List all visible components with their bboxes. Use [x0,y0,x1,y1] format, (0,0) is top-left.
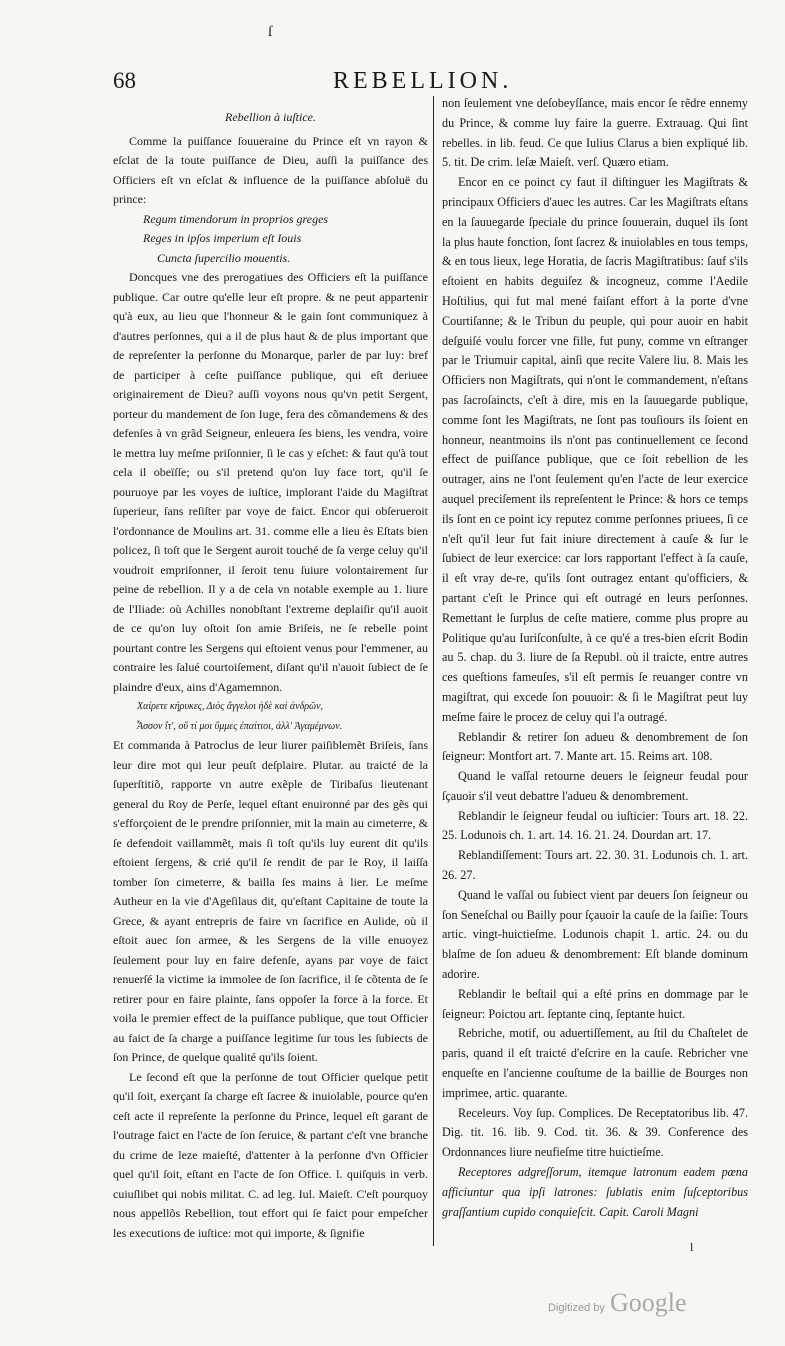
paragraph: Reblandir le beſtail qui a eſté prins en dommage par le ſeigneur: Poictou art. ſeptante cinq, ſeptante huict. [442,986,748,1021]
page-number: 68 [113,68,136,93]
left-column [113,96,428,1243]
paragraph: Doncques vne des prerogatiues des Officiers eſt la puiſſance publique. Car outre qu'elle leur eſt propre. & ne peut appartenir qu'à eux, au lieu que l'honneur & le gain ſont communiquez à d'autres perſonnes, qui a il de plus haut & de plus important que de repreſenter la perſonne du Monarque, parler de par luy: bref de participer à ceſte puiſſance publique, qui eſt deriuee originairement de Dieu? auſſi voyons nous qu'vn petit Sergent, porteur du mandement de ſon Iuge, fera des cõmandemens & des defenſes à vn grãd Seigneur, enleuera ſes biens, les vendra, voire le mettra luy meſme priſonnier, ſi le cas y eſchet: & faut qu'à tout cela il obeïſſe; ou s'il pretend qu'on luy face tort, qu'il ſe pouruoye par les voyes de iuſtice, implorant l'aide du Magiſtrat ſuperieur, ſans reſiſter par voye de faict. Encor qui obſerueroit l'ordonnance de Moulins art. 31. comme elle a lieu ès Eſtats bien policez, ſi toſt que le Sergent auroit touché de ſa verge celuy qu'il voudroit empriſonner, il ſeroit tenu ſuiure volontairement ſur peine de rebellion. Il y a de cela vn notable exemple au 1. liure de l'Iliade: où Achilles nonobſtant l'extreme deplaiſir qu'il auoit de ce qu'on luy oſtoit ſon amie Briſeis, ne ſe rebelle point pourtant contre les Sergens qui eſtoient venus pour l'emmener, au contraire les ſalué courtoiſement, diſant qu'il n'auoit ſubiect de ſe plaindre d'eux, ains d'Agamemnon. [113,270,428,694]
running-head: REBELLION. [333,68,513,94]
paragraph: Et commanda à Patroclus de leur liurer paiſiblemẽt Briſeis, ſans leur dire mot qui leur peuſt deſplaire. Plutar. au traicté de la ſuperſtitiõ, rapporte vn autre exẽple de Tiribaſus lieutenant general du Roy de Perſe, lequel eſtant enuironné par des gẽs qui s'efforçoient de le prendre priſonnier, mit la main au cimeterre, & ſe defendoit vaillammẽt, mais ſi toſt qu'ils luy eurent dit qu'ils eſtoient ſergens, & crié qu'il ſe rendit de par le Roy, il laiſſa tomber ſon cimeterre, & bailla ſes mains à lier. Le meſme Autheur en la vie d'Ageſilaus dit, qu'eſtant Capitaine de toute la Grece, & ayant entrepris de faire vn ſacrifice en Aulide, où il eſtoit auec ſon armee, & les Sergens de la ville enuoyez ſeulement pour luy en faire defenſe, ayans par voye de faict renuerſé la victime ia immolee de ſon ſacrifice, il ſe cõtenta de ſe retirer pour en faire plainte, ſans oppoſer la force à la force. Et voila le premier effect de la puiſſance publique, que tout Officier au faict de ſa charge a puiſſance legitime ſur tous les ſubiects de ſon Prince, de quelque qualité qu'ils ſoient. [113,738,428,1064]
google-watermark [548,1288,738,1328]
footer-mark: l [690,1240,694,1254]
stray-mark: ſ [268,24,273,40]
digitized-label: Digitized by [548,1302,605,1314]
paragraph: Reblandir & retirer ſon adueu & denombrement de ſon ſeigneur: Montfort art. 7. Mante art. 15. Reims art. 108. [442,729,748,764]
paragraph: Receptores adgreſſorum, itemque latronum eadem pœna afficiuntur qua ipſi latrones: ſublatis enim ſuſceptoribus graſſantium cupido conquieſcit. Capit. Caroli Magni [442,1165,748,1219]
paragraph: Receleurs. Voy ſup. Complices. De Receptatoribus lib. 47. Dig. tit. 16. lib. 9. Cod. tit. 36. & 39. Conference des Ordonnances liure neufieſme titre huictieſme. [442,1105,748,1160]
latin-verse: Reges in ipſos imperium eſt Iouis [143,231,302,245]
paragraph: Quand le vaſſal ou ſubiect vient par deuers ſon ſeigneur ou ſon Seneſchal ou Bailly pour ſçauoir la cauſe de la ſaiſie: Tours artic. vingt-huictieſme. Lodunois chapit 1. artic. 24. ou du blaſme de ſon adueu & denombrement: Eſt blande dominum adorire. [442,887,748,982]
paragraph: non ſeulement vne deſobeyſſance, mais encor ſe rẽdre ennemy du Prince, & comme luy faire la guerre. Extrauag. Qui ſint rebelles. in lib. feud. Ce que Iulius Clarus a bien expliqué lib. 5. tit. De crim. leſæ Maieſt. verſ. Quæro etiam. [442,96,748,170]
paragraph: Reblandir le ſeigneur feudal ou iuſticier: Tours art. 18. 22. 25. Lodunois ch. 1. art. 14. 16. 21. 24. Dourdan art. 17. [442,808,748,843]
column-divider [433,96,434,1246]
paragraph: Reblandiſſement: Tours art. 22. 30. 31. Lodunois ch. 1. art. 26. 27. [442,848,748,883]
latin-verse: Regum timendorum in proprios greges [143,211,329,226]
google-logo: Google [610,1288,687,1317]
paragraph: Rebriche, motif, ou aduertiſſement, au ſtil du Chaſtelet de paris, quand il eſt traicté d'eſcrire en la cauſe. Rebricher vne enqueſte en l'ancienne couſtume de la baillie de Bourges non imprimee, artic. quarante. [442,1026,748,1100]
section-subheading: Rebellion à iuſtice. [225,110,316,124]
latin-verse: Cuncta ſupercilio mouentis. [157,250,291,265]
paragraph: Le ſecond eſt que la perſonne de tout Officier quelque petit qu'il ſoit, exerçant ſa charge eſt ſacree & inuiolable, pource qu'en ceſt acte il repreſente la perſonne du Prince, lequel eſt garant de l'outrage faict en l'acte de ſon ſeruice, & partant c'eſt vne branche du crime de leze maieſté, d'attenter à la perſonne d'vn Officier quel qu'il ſoit, eſtant en l'acte de ſon Office. l. quiſquis in verb. cuiuſlibet qui nobis militat. C. ad leg. Iul. Maieſt. C'eſt pourquoy nous appellõs Rebellion, tout effort qui ſe faict pour empeſcher les executions de iuſtice: mot qui importe, & ſignifie [113,1069,428,1240]
paragraph: Comme la puiſſance ſouueraine du Prince eſt vn rayon & eſclat de la toute puiſſance de Dieu, auſſi la puiſſance des Officiers eſt vn eſclat & influence de la puiſſance abſoluë du prince: [113,133,428,206]
greek-verse: Χαίρετε κήρυκες, Διὸς ἄγγελοι ἠδὲ καὶ ἀνδρῶν, [137,701,324,712]
paragraph: Encor en ce poinct cy faut il diſtinguer les Magiſtrats & principaux Officiers d'auec les autres. Car les Magiſtrats eſtans en la ſauuegarde ſpeciale du prince ſouuerain, duquel ils ſont la plus haute fonction, ſont ſacrez & inuiolables en tous temps, & en tous lieux, lege Horatia, de ſacris Magiſtratibus: ſauf s'ils eſtoient en habits deguiſez & incogneuz, comme l'Aedile Hoſtilius, qui fut mal mené faiſant effort à la porte d'vne Courtiſanne; & le Tribun du peuple, qui pour auoir en habit deſguiſé voulu forcer vne fille, fut puny, comme vn eſtranger par le Triumuir capital, ainſi que recite Valere liu. 8. Mais les Officiers non Magiſtrats, qui n'ont le commandement, n'eſtans pas ſacroſaincts, c'eſt à dire, mis en la ſauuegarde publique, comme ſont les Magiſtrats, ne ſont pas touſiours ils ſoient en honneur, neantmoins ils n'ont pas continuellement ce ſecond effect de puiſſance publique, que ce ſoit rebellion de les outrager, ains ne l'ont ſeulement qu'en l'acte de leur exercice auquel preciſement ils repreſentent le Prince: & hors ce temps ils ſont en ce point icy reputez comme perſonnes priuees, ſi ce n'eſt qu'il leur fut fait iniure directement à cauſe & ſur le ſubiect de leur exercice: car lors rapportant l'effect à ſa cauſe, il eſt vray de-re, qu'ils ſont outragez entant qu'officiers, & partant c'eſt le Prince qui eſt outragé en leurs perſonnes. Remettant le ſurplus de ceſte matiere, comme plus propre au Politique qu'au Iuriſconſulte, à ce qu'é a tres-bien eſcrit Bodin au 5. chap. du 3. liure de ſa Republ. où il traicte, entre autres ces queſtions fameuſes, s'il eſt permis ſe reuanger contre vn magiſtrat, qui excede ſon pouuoir: & ſi le Magiſtrat peut luy meſme faire le procez de celuy qui l'a outragé. [442,175,748,724]
greek-verse: Ἆσσον ἴτ', οὔ τί μοι ὔμμες ἐπαίτιοι, ἀλλ' Ἀγαμέμνων. [137,720,343,732]
right-column [442,94,748,1222]
paragraph: Quand le vaſſal retourne deuers le ſeigneur feudal pour ſçauoir s'il veut debattre l'adueu & denombrement. [442,769,748,803]
